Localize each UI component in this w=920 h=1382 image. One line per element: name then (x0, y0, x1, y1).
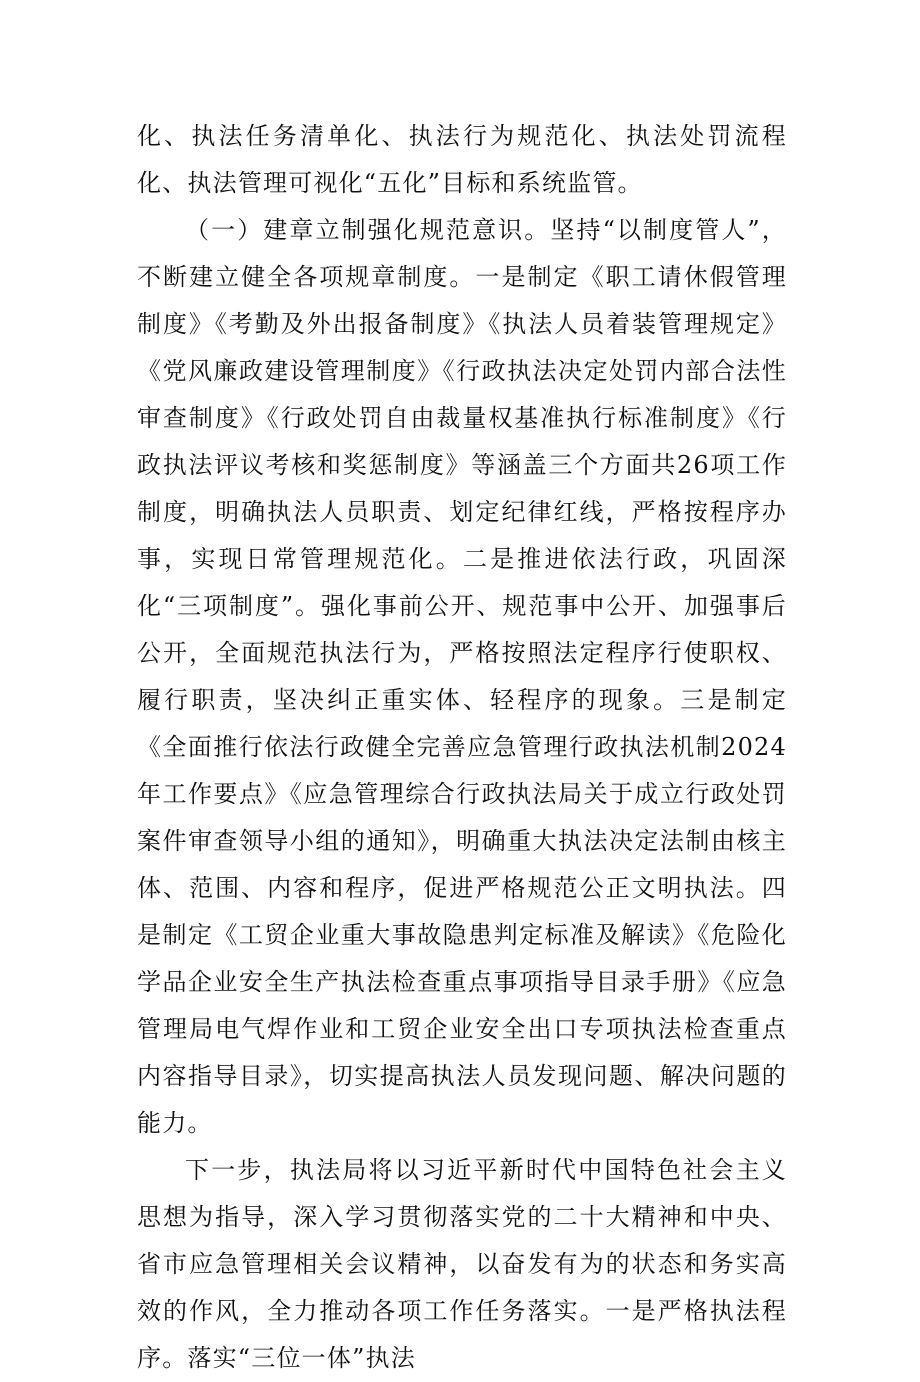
paragraph-next-steps: 下一步，执法局将以习近平新时代中国特色社会主义思想为指导，深入学习贯彻落实党的二十大精神和中央、省市应急管理相关会议精神，以奋发有为的状态和务实高效的作风，全力推动各项工作任务落实。一是严格执法程序。落实“三位一体”执法 (137, 1156, 787, 1372)
document-body (137, 113, 787, 1382)
paragraph-continuation: 化、执法任务清单化、执法行为规范化、执法处罚流程化、执法管理可视化“五化”目标和系统监管。 (137, 122, 787, 197)
paragraph-section-one: （一）建章立制强化规范意识。坚持“以制度管人”，不断建立健全各项规章制度。一是制定《职工请休假管理制度》《考勤及外出报备制度》《执法人员着装管理规定》《党风廉政建设管理制度》《行政执法决定处罚内部合法性审查制度》《行政处罚自由裁量权基准执行标准制度》《行政执法评议考核和奖惩制度》等涵盖三个方面共26项工作制度，明确执法人员职责、划定纪律红线，严格按程序办事，实现日常管理规范化。二是推进依法行政，巩固深化“三项制度”。强化事前公开、规范事中公开、加强事后公开，全面规范执法行为，严格按照法定程序行使职权、履行职责，坚决纠正重实体、轻程序的现象。三是制定《全面推行依法行政健全完善应急管理行政执法机制2024年工作要点》《应急管理综合行政执法局关于成立行政处罚案件审查领导小组的通知》，明确重大执法决定法制由核主体、范围、内容和程序，促进严格规范公正文明执法。四是制定《工贸企业重大事故隐患判定标准及解读》《危险化学品企业安全生产执法检查重点事项指导目录手册》《应急管理局电气焊作业和工贸企业安全出口专项执法检查重点内容指导目录》，切实提高执法人员发现问题、解决问题的能力。 (137, 216, 787, 1137)
